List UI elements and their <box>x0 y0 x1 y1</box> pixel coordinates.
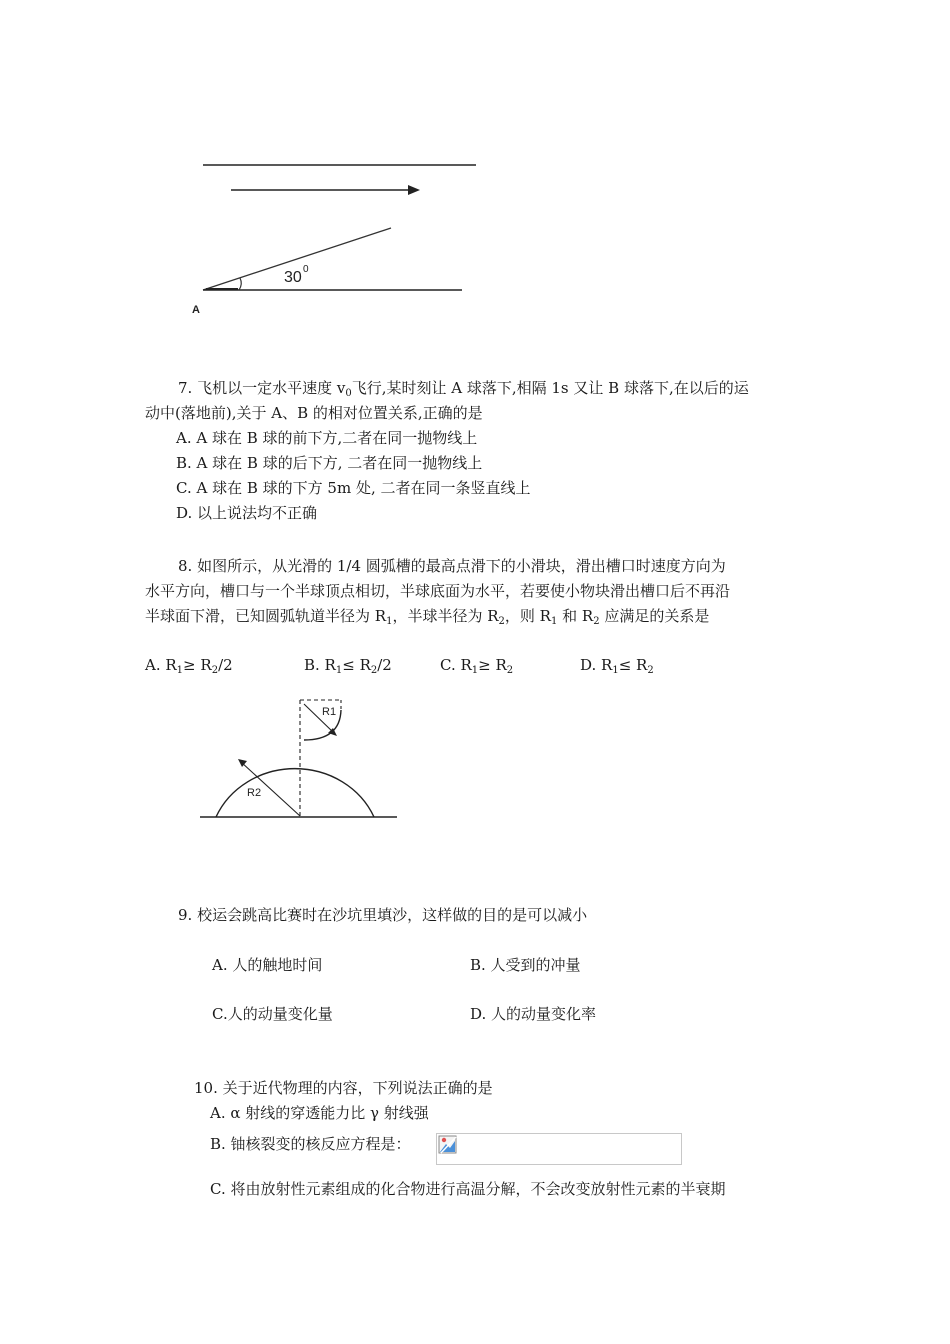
q10-option-a: A. α 射线的穿透能力比 γ 射线强 <box>210 1104 429 1122</box>
q8-line3-sub-2b: 2 <box>593 616 600 627</box>
q7-v-subscript: 0 <box>345 388 352 399</box>
q8-line3-sub-2a: 2 <box>498 616 505 627</box>
q8-b-sub1: 1 <box>335 665 343 676</box>
q7-stem-line2: 动中(落地前),关于 A、B 的相对位置关系,正确的是 <box>145 404 483 422</box>
q8-c-sub2: 2 <box>506 665 514 676</box>
angle-label-sup: 0 <box>303 264 309 275</box>
q8-c-mid: ≥ R <box>478 656 507 674</box>
broken-image-icon <box>438 1135 458 1155</box>
q8-line3-part-e: 应满足的关系是 <box>599 607 710 625</box>
q8-a-post: /2 <box>218 656 233 674</box>
q8-b-post: /2 <box>377 656 392 674</box>
q8-line3-part-a: 半球面下滑，已知圆弧轨道半径为 R <box>145 607 387 625</box>
q8-stem-line2: 水平方向，槽口与一个半球顶点相切，半球底面为水平，若要使小物块滑出槽口后不再沿 <box>145 582 731 600</box>
q8-c-pre: C. R <box>440 656 472 674</box>
q8-stem-line1: 8. 如图所示，从光滑的 1/4 圆弧槽的最高点滑下的小滑块，滑出槽口时速度方向为 <box>178 557 726 575</box>
angle-label: 30 <box>284 269 302 286</box>
q8-d-pre: D. R <box>580 656 613 674</box>
q8-line3-sub-1b: 1 <box>550 616 558 627</box>
q7-option-d: D. 以上说法均不正确 <box>176 504 318 522</box>
q10-option-c: C. 将由放射性元素组成的化合物进行高温分解，不会改变放射性元素的半衰期 <box>210 1180 726 1198</box>
r1-label: R1 <box>322 706 337 718</box>
q9-option-d: D. 人的动量变化率 <box>470 1005 597 1023</box>
q8-line3-part-c: ，则 R <box>504 607 551 625</box>
q8-a-sub1: 1 <box>176 665 184 676</box>
q8-line3-part-b: ，半球半径为 R <box>392 607 499 625</box>
q7-option-b: B. A 球在 B 球的后下方, 二者在同一抛物线上 <box>176 454 483 472</box>
q9-option-a: A. 人的触地时间 <box>212 956 323 974</box>
point-a-label: A <box>192 304 200 316</box>
q7-option-c: C. A 球在 B 球的下方 5m 处, 二者在同一条竖直线上 <box>176 479 531 497</box>
q8-a-mid: ≥ R <box>183 656 212 674</box>
q10-stem: 10. 关于近代物理的内容，下列说法正确的是 <box>194 1079 493 1097</box>
q8-a-pre: A. R <box>145 656 177 674</box>
q8-c-sub1: 1 <box>471 665 479 676</box>
q8-d-sub1: 1 <box>612 665 619 676</box>
q7-line1-text: 7. 飞机以一定水平速度 v <box>178 379 346 397</box>
q8-b-mid: ≤ R <box>342 656 371 674</box>
q8-d-sub2: 2 <box>647 665 654 676</box>
q9-stem: 9. 校运会跳高比赛时在沙坑里填沙，这样做的目的是可以减小 <box>178 906 588 924</box>
q8-b-pre: B. R <box>304 656 336 674</box>
q8-line3-part-d: 和 R <box>557 607 594 625</box>
q10-option-b: B. 铀核裂变的核反应方程是： <box>210 1135 411 1153</box>
q8-a-sub2: 2 <box>211 665 219 676</box>
broken-equation-image <box>436 1133 682 1165</box>
hemisphere-arc <box>216 769 374 817</box>
q9-option-b: B. 人受到的冲量 <box>470 956 581 974</box>
q9-option-c: C.人的动量变化量 <box>212 1005 333 1023</box>
r2-label: R2 <box>247 787 262 799</box>
q8-d-mid: ≤ R <box>618 656 648 674</box>
q8-b-sub2: 2 <box>370 665 378 676</box>
q7-line1-rest: 飞行,某时刻让 A 球落下,相隔 1s 又让 B 球落下,在以后的运 <box>351 379 749 397</box>
q7-option-a: A. A 球在 B 球的前下方,二者在同一抛物线上 <box>176 429 478 447</box>
q8-line3-sub-1a: 1 <box>386 616 393 627</box>
